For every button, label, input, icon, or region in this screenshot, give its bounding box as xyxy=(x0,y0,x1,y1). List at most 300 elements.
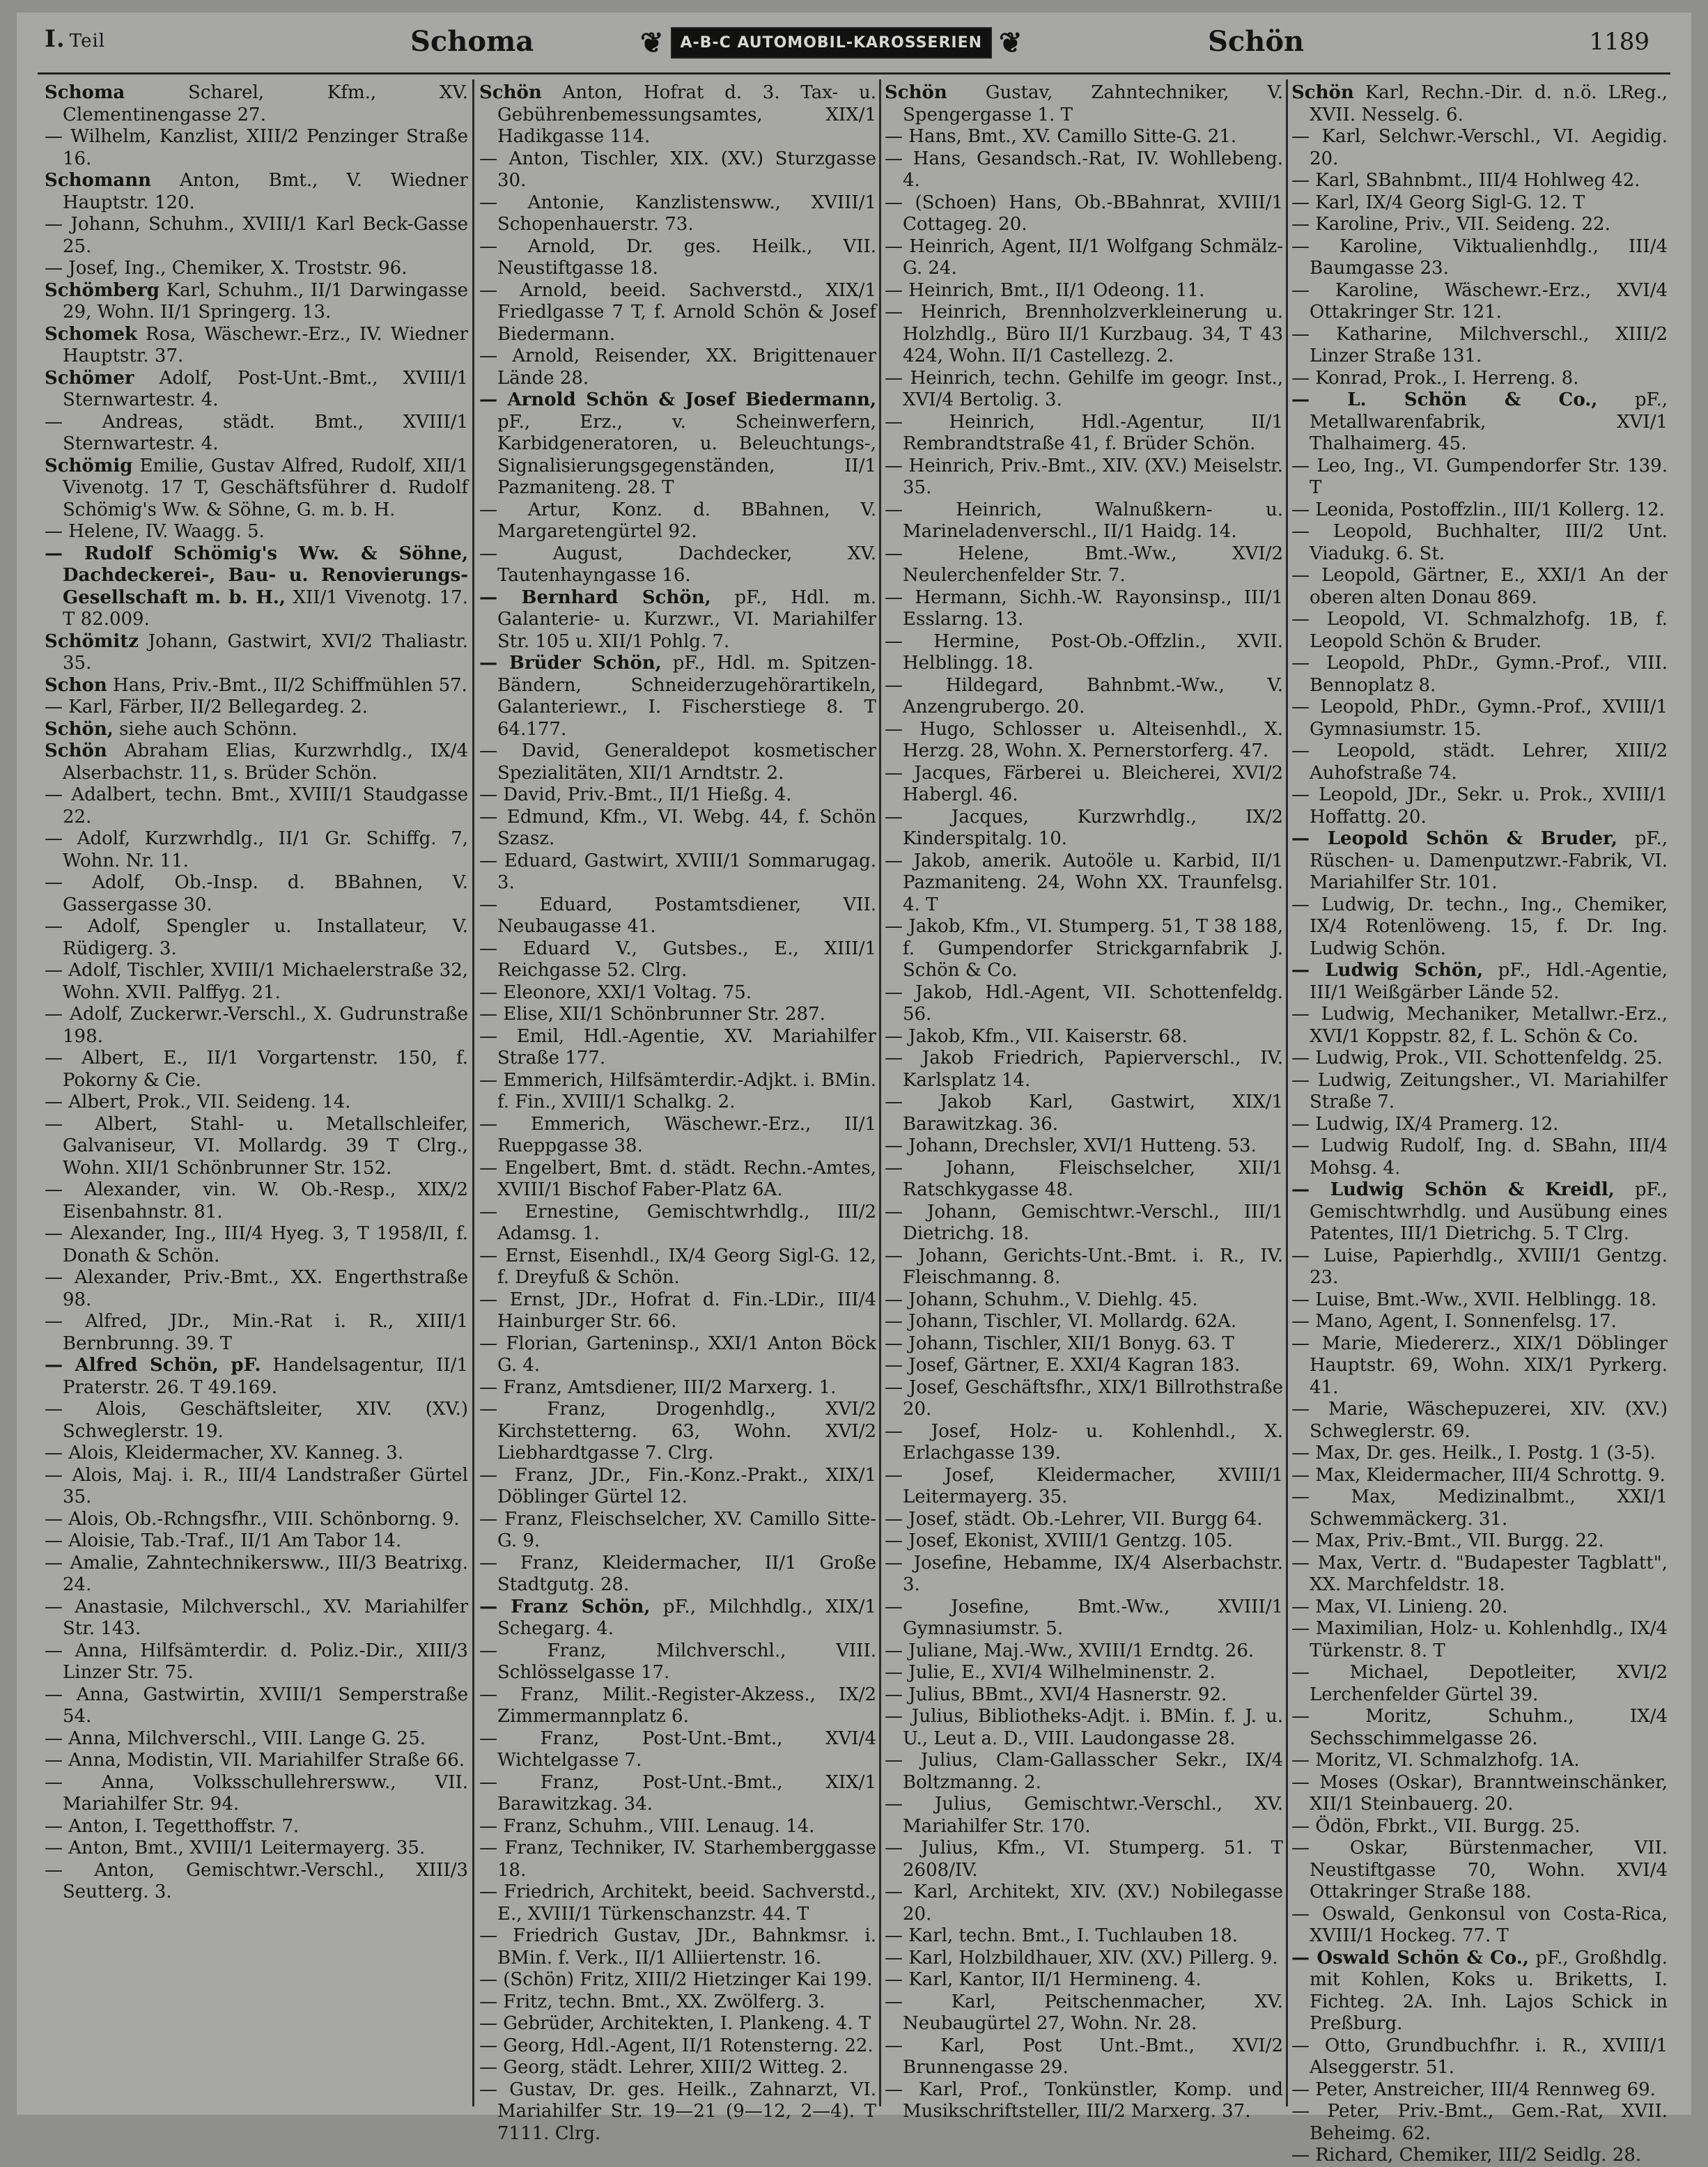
entry-details: — Edmund, Kfm., VI. Webg. 44, f. Schön Szasz. xyxy=(479,806,876,849)
directory-entry xyxy=(479,1202,876,1245)
entry-details: — David, Generaldepot kosmetischer Spezialitäten, XII/1 Arndtstr. 2. xyxy=(479,740,876,784)
entry-details: — Franz, Post-Unt.-Bmt., XVI/4 Wichtelgasse 7. xyxy=(479,1727,876,1771)
entry-details: — Hugo, Schlosser u. Alteisenhdl., X. Herzg. 28, Wohn. X. Pernerstorferg. 47. xyxy=(885,718,1283,761)
directory-entry xyxy=(1291,1004,1668,1048)
directory-entry xyxy=(885,1355,1283,1377)
directory-entry xyxy=(885,1597,1283,1640)
directory-entry xyxy=(885,236,1283,280)
directory-entry xyxy=(479,345,876,389)
entry-details: pF., Rüschen- u. Damenputzwr.-Fabrik, VI. Mariahilfer Str. 101. xyxy=(1310,828,1668,893)
entry-details: Gustav, Zahntechniker, V. Spengergasse 1. T xyxy=(903,82,1283,125)
directory-entry xyxy=(1291,1070,1668,1114)
entry-details: — Helene, IV. Waagg. 5. xyxy=(45,521,265,542)
entry-details: — Jacques, Kurzwrhdlg., IX/2 Kinderspitalg. 10. xyxy=(885,806,1283,849)
entry-details: Rosa, Wäschewr.-Erz., IV. Wiedner Hauptstr. 37. xyxy=(63,323,468,366)
directory-entry xyxy=(45,697,468,719)
entry-surname: — Bernhard Schön, xyxy=(479,587,711,608)
directory-entry xyxy=(45,456,468,522)
directory-entry xyxy=(45,1004,468,1048)
entry-details: — Anton, I. Tegetthoffstr. 7. xyxy=(45,1815,300,1837)
entry-details: — Helene, Bmt.-Ww., XVI/2 Neulerchenfelder Str. 7. xyxy=(885,543,1283,586)
entry-details: — Franz, Amtsdiener, III/2 Marxerg. 1. xyxy=(479,1376,837,1398)
entry-details: — Franz, JDr., Fin.-Konz.-Prakt., XIX/1 Döblinger Gürtel 12. xyxy=(479,1464,876,1507)
entry-details: — Adolf, Zuckerwr.-Verschl., X. Gudrunstraße 198. xyxy=(45,1004,468,1047)
entry-details: pF., Hdl.-Agentie, III/1 Weißgärber Lände 52. xyxy=(1310,960,1668,1003)
directory-entry xyxy=(885,1289,1283,1312)
directory-entry xyxy=(1291,389,1668,456)
directory-entry xyxy=(885,126,1283,148)
entry-surname: — Arnold Schön & Josef Biedermann, xyxy=(479,389,876,410)
entry-details: — Amalie, Zahntechnikersww., III/3 Beatrixg. 24. xyxy=(45,1552,468,1595)
entry-details: Scharel, Kfm., XV. Clementinengasse 27. xyxy=(63,82,468,125)
directory-entry xyxy=(479,1114,876,1158)
column-divider xyxy=(1286,79,1288,2106)
directory-entry xyxy=(1291,1465,1668,1487)
entry-surname: Schön xyxy=(885,82,947,103)
directory-entry xyxy=(45,1443,468,1465)
directory-entry xyxy=(1291,1948,1668,2035)
directory-entry xyxy=(1291,280,1668,324)
entry-surname: Schomek xyxy=(45,323,137,345)
entry-details: — Alois, Kleidermacher, XV. Kanneg. 3. xyxy=(45,1443,404,1463)
directory-entry xyxy=(45,324,468,368)
directory-entry xyxy=(45,1684,468,1728)
column-1 xyxy=(45,82,468,2102)
directory-entry xyxy=(479,1881,876,1925)
entry-surname: Schoma xyxy=(45,82,125,103)
directory-entry xyxy=(885,1421,1283,1465)
entry-details: — Anton, Bmt., XVIII/1 Leitermayerg. 35. xyxy=(45,1838,426,1858)
entry-details: — Max, VI. Linieng. 20. xyxy=(1291,1596,1508,1617)
entry-details: — Max, Dr. ges. Heilk., I. Postg. 1 (3-5). xyxy=(1291,1443,1656,1463)
directory-entry xyxy=(45,1114,468,1180)
entry-details: Karl, Schuhm., II/1 Darwingasse 29, Wohn. II/1 Springerg. 13. xyxy=(63,279,468,323)
entry-details: — Anton, Tischler, XIX. (XV.) Sturzgasse 30. xyxy=(479,148,876,191)
directory-entry xyxy=(885,148,1283,192)
entry-details: Handelsagentur, II/1 Praterstr. 26. T 49.169. xyxy=(63,1355,468,1398)
directory-entry xyxy=(885,1553,1283,1597)
directory-entry xyxy=(885,631,1283,675)
directory-entry xyxy=(479,2035,876,2058)
entry-surname: — Leopold Schön & Bruder, xyxy=(1291,828,1617,849)
entry-details: — Eduard, Gastwirt, XVIII/1 Sommarugag. 3. xyxy=(479,850,876,893)
directory-entry xyxy=(885,851,1283,917)
entry-details: — Leopold, Buchhalter, III/2 Unt. Viadukg. 6. St. xyxy=(1291,521,1668,564)
emblem-icon: ❦ xyxy=(999,26,1023,59)
entry-details: — Ludwig, Zeitungsher., VI. Mariahilfer Straße 7. xyxy=(1291,1069,1668,1112)
entry-details: — Karl, techn. Bmt., I. Tuchlauben 18. xyxy=(885,1925,1239,1946)
directory-entry xyxy=(885,1530,1283,1553)
volume-number: I. xyxy=(45,25,65,53)
directory-entry xyxy=(885,1684,1283,1707)
entry-details: Karl, Rechn.-Dir. d. n.ö. LReg., XVII. Nesselg. 6. xyxy=(1310,82,1668,125)
directory-entry xyxy=(1291,828,1668,894)
directory-entry xyxy=(45,1465,468,1509)
entry-details: Anton, Hofrat d. 3. Tax- u. Gebührenbemessungsamtes, XIX/1 Hadikgasse 114. xyxy=(497,82,876,147)
entry-surname: Schön xyxy=(479,82,542,103)
directory-entry xyxy=(885,587,1283,631)
directory-entry xyxy=(479,1289,876,1333)
entry-details: — Marie, Miedererz., XIX/1 Döblinger Hauptstr. 69, Wohn. XIX/1 Pyrkerg. 41. xyxy=(1291,1333,1668,1398)
entry-details: — Leonida, Postoffzlin., III/1 Kollerg. 12. xyxy=(1291,499,1665,520)
entry-details: — Karl, Post Unt.-Bmt., XVI/2 Brunnengasse 29. xyxy=(885,2035,1283,2078)
entry-details: — Alexander, vin. W. Ob.-Resp., XIX/2 Eisenbahnstr. 81. xyxy=(45,1179,468,1222)
volume-suffix: Teil xyxy=(69,31,106,52)
entry-details: — Josefine, Hebamme, IX/4 Alserbachstr. 3. xyxy=(885,1552,1283,1595)
entry-details: — Karoline, Wäschewr.-Erz., XVI/4 Ottakringer Str. 121. xyxy=(1291,279,1668,323)
directory-entry xyxy=(1291,565,1668,609)
directory-entry xyxy=(45,280,468,324)
entry-details: — Anna, Hilfsämterdir. d. Poliz.-Dir., XIII/3 Linzer Str. 75. xyxy=(45,1640,468,1683)
directory-entry xyxy=(885,543,1283,587)
right-guide-word: Schön xyxy=(1208,25,1305,58)
directory-entry xyxy=(1291,1443,1668,1465)
entry-details: — Hermann, Sichh.-W. Rayonsinsp., III/1 Esslarng. 13. xyxy=(885,587,1283,630)
directory-entry xyxy=(45,521,468,543)
entry-details: — Anna, Volksschullehrersww., VII. Mariahilfer Str. 94. xyxy=(45,1771,468,1815)
entry-surname: — Brüder Schön, xyxy=(479,653,662,674)
directory-entry xyxy=(1291,740,1668,784)
directory-entry xyxy=(479,1465,876,1509)
entry-details: — Leopold, PhDr., Gymn.-Prof., XVIII/1 Gymnasiumstr. 15. xyxy=(1291,697,1668,740)
entry-details: — Karl, Prof., Tonkünstler, Komp. und Musikschriftsteller, III/2 Marxerg. 37. xyxy=(885,2079,1283,2122)
directory-entry xyxy=(885,807,1283,851)
entry-details: — Adolf, Tischler, XVIII/1 Michaelerstraße 32, Wohn. XVII. Palffyg. 21. xyxy=(45,960,469,1003)
directory-entry xyxy=(479,587,876,653)
entry-details: — Adolf, Ob.-Insp. d. BBahnen, V. Gassergasse 30. xyxy=(45,872,468,915)
entry-details: — Juliane, Maj.-Ww., XVIII/1 Erndtg. 26. xyxy=(885,1640,1255,1661)
directory-entry xyxy=(885,368,1283,412)
directory-entry xyxy=(1291,1486,1668,1530)
directory-entry xyxy=(45,960,468,1004)
entry-details: — Karoline, Priv., VII. Seideng. 22. xyxy=(1291,214,1610,235)
entry-details: — David, Priv.-Bmt., II/1 Hießg. 4. xyxy=(479,784,792,805)
entry-details: pF., Milchhdlg., XIX/1 Schegarg. 4. xyxy=(497,1596,876,1639)
directory-page xyxy=(17,13,1691,2166)
entry-details: — Ludwig Rudolf, Ing. d. SBahn, III/4 Mohsg. 4. xyxy=(1291,1135,1668,1179)
directory-entry xyxy=(45,1179,468,1223)
directory-entry xyxy=(1291,1618,1668,1662)
directory-entry xyxy=(1291,1114,1668,1136)
directory-entry xyxy=(885,1135,1283,1158)
entry-details: — (Schoen) Hans, Ob.-BBahnrat, XVIII/1 Cottageg. 20. xyxy=(885,192,1283,235)
entry-details: siehe auch Schönn. xyxy=(113,718,297,740)
entry-details: — Julius, Kfm., VI. Stumperg. 51. T 2608/IV. xyxy=(885,1838,1283,1881)
directory-entry xyxy=(45,1838,468,1860)
entry-details: — Alois, Ob.-Rchngsfhr., VIII. Schönborng. 9. xyxy=(45,1508,460,1530)
directory-entry xyxy=(1291,368,1668,390)
entry-details: — Arnold, Dr. ges. Heilk., VII. Neustiftgasse 18. xyxy=(479,235,876,279)
volume-label xyxy=(45,25,105,53)
entry-details: — Max, Kleidermacher, III/4 Schrottg. 9. xyxy=(1291,1464,1666,1486)
entry-surname: Schömberg xyxy=(45,279,160,301)
directory-entry xyxy=(479,2079,876,2145)
entry-details: — Alois, Maj. i. R., III/4 Landstraßer Gürtel 35. xyxy=(45,1464,468,1507)
directory-entry xyxy=(885,412,1283,456)
entry-details: — August, Dachdecker, XV. Tautenhayngasse 16. xyxy=(479,543,876,586)
directory-entry xyxy=(45,916,468,960)
directory-entry xyxy=(885,1640,1283,1663)
entry-details: Adolf, Post-Unt.-Bmt., XVIII/1 Sternwartestr. 4. xyxy=(63,367,468,410)
directory-entry xyxy=(479,653,876,740)
entry-details: — Adolf, Spengler u. Installateur, V. Rüdigerg. 3. xyxy=(45,916,468,959)
column-3 xyxy=(885,82,1283,2122)
entry-details: — Karl, IX/4 Georg Sigl-G. 12. T xyxy=(1291,192,1585,213)
entry-details: — Leopold, VI. Schmalzhofg. 1B, f. Leopold Schön & Bruder. xyxy=(1291,609,1668,652)
entry-details: — (Schön) Fritz, XIII/2 Hietzinger Kai 199. xyxy=(479,1969,873,1990)
directory-entry xyxy=(479,1597,876,1640)
directory-entry xyxy=(45,1553,468,1597)
directory-entry xyxy=(885,1750,1283,1794)
entry-details: — Franz, Post-Unt.-Bmt., XIX/1 Barawitzkag. 34. xyxy=(479,1771,876,1815)
entry-details: — Jakob, Kfm., VII. Kaiserstr. 68. xyxy=(885,1025,1188,1047)
entry-details: — Heinrich, Hdl.-Agentur, II/1 Rembrandtstraße 41, f. Brüder Schön. xyxy=(885,411,1283,454)
directory-entry xyxy=(479,1377,876,1399)
directory-entry xyxy=(1291,456,1668,499)
entry-details: — Alfred, JDr., Min.-Rat i. R., XIII/1 Bernbrunng. 39. T xyxy=(45,1311,468,1354)
directory-entry xyxy=(45,784,468,828)
entry-details: — Michael, Depotleiter, XVI/2 Lerchenfelder Gürtel 39. xyxy=(1291,1662,1668,1705)
directory-entry xyxy=(885,1377,1283,1421)
entry-details: — Josef, Ing., Chemiker, X. Troststr. 96. xyxy=(45,258,407,279)
entry-details: — Adalbert, techn. Bmt., XVIII/1 Staudgasse 22. xyxy=(45,784,468,828)
directory-entry xyxy=(45,1728,468,1750)
directory-entry xyxy=(1291,2145,1668,2167)
directory-entry xyxy=(885,1881,1283,1925)
entry-details: — Max, Priv.-Bmt., VII. Burgg. 22. xyxy=(1291,1530,1604,1551)
entry-surname: Schön, xyxy=(45,718,114,740)
directory-entry xyxy=(479,740,876,784)
directory-entry xyxy=(479,1684,876,1728)
entry-details: — Josef, städt. Ob.-Lehrer, VII. Burgg 64. xyxy=(885,1508,1263,1530)
entry-details: — Karl, Kantor, II/1 Hermineng. 4. xyxy=(885,1969,1202,1990)
directory-entry xyxy=(885,1333,1283,1356)
directory-entry xyxy=(1291,784,1668,828)
directory-entry xyxy=(1291,2035,1668,2079)
entry-details: — Johann, Gerichts-Unt.-Bmt. i. R., IV. Fleischmanng. 8. xyxy=(885,1245,1283,1288)
entry-details: — Fritz, techn. Bmt., XX. Zwölferg. 3. xyxy=(479,1991,825,2012)
entry-details: — Richard, Chemiker, III/2 Seidlg. 28. xyxy=(1291,2145,1642,2166)
directory-entry xyxy=(479,2013,876,2035)
directory-entry xyxy=(45,740,468,784)
entry-surname: Schomann xyxy=(45,170,152,191)
entry-surname: Schömer xyxy=(45,367,134,389)
entry-details: — Luise, Papierhdlg., XVIII/1 Gentzg. 23. xyxy=(1291,1245,1668,1288)
directory-entry xyxy=(45,675,468,697)
entry-details: — Otto, Grundbuchfhr. i. R., XVIII/1 Alseggerstr. 51. xyxy=(1291,2035,1668,2078)
directory-entry xyxy=(1291,1750,1668,1772)
entry-details: — Jakob, amerik. Autoöle u. Karbid, II/1 Pazmaniteng. 24, Wohn XX. Traunfelsg. 4. T xyxy=(885,850,1283,915)
directory-entry xyxy=(885,1245,1283,1289)
entry-details: — Antonie, Kanzlistensww., XVIII/1 Schopenhauerstr. 73. xyxy=(479,192,876,235)
column-4 xyxy=(1291,82,1668,2166)
entry-details: — Franz, Kleidermacher, II/1 Große Stadtgutg. 28. xyxy=(479,1552,876,1595)
directory-entry xyxy=(45,719,468,741)
directory-entry xyxy=(479,499,876,543)
entry-details: — Emil, Hdl.-Agentie, XV. Mariahilfer Straße 177. xyxy=(479,1025,876,1069)
entry-details: — Leopold, JDr., Sekr. u. Prok., XVIII/1 Hoffattg. 20. xyxy=(1291,784,1668,828)
directory-entry xyxy=(479,1728,876,1772)
entry-details: — Heinrich, Agent, II/1 Wolfgang Schmälz-G. 24. xyxy=(885,235,1283,279)
entry-surname: — Franz Schön, xyxy=(479,1596,651,1617)
directory-entry xyxy=(1291,170,1668,192)
directory-entry xyxy=(45,1597,468,1640)
entry-details: pF., Erz., v. Scheinwerfern, Karbidgeneratoren, u. Beleuchtungs-, Signalisierungsgegenständen, II/1 Pazmaniteng. 28. T xyxy=(497,411,876,498)
directory-entry xyxy=(45,1355,468,1399)
directory-entry xyxy=(45,258,468,280)
directory-entry xyxy=(479,1158,876,1202)
directory-entry xyxy=(885,1509,1283,1531)
directory-entry xyxy=(479,1969,876,1991)
directory-entry xyxy=(479,1838,876,1881)
entry-details: — Johann, Schuhm., V. Diehlg. 45. xyxy=(885,1289,1198,1310)
entry-details: pF., Hdl. m. Galanterie- u. Kurzwr., VI. Mariahilfer Str. 105 u. XII/1 Pohlg. 7. xyxy=(497,587,876,652)
directory-entry xyxy=(885,1158,1283,1202)
directory-entry xyxy=(885,1092,1283,1135)
entry-details: — Ernestine, Gemischtwrhdlg., III/2 Adamsg. 1. xyxy=(479,1201,876,1244)
directory-entry xyxy=(479,1991,876,2014)
directory-entry xyxy=(45,170,468,214)
entry-details: — Leopold, städt. Lehrer, XIII/2 Auhofstraße 74. xyxy=(1291,740,1668,784)
directory-entry xyxy=(1291,1333,1668,1399)
entry-surname: — Alfred Schön, pF. xyxy=(45,1355,261,1376)
directory-entry xyxy=(479,1245,876,1289)
directory-entry xyxy=(1291,960,1668,1004)
entry-details: — Anton, Gemischtwr.-Verschl., XIII/3 Seutterg. 3. xyxy=(45,1859,468,1902)
entry-details: — Johann, Drechsler, XVI/1 Hutteng. 53. xyxy=(885,1135,1257,1156)
advertisement-banner xyxy=(640,22,1086,63)
entry-details: — Georg, Hdl.-Agent, II/1 Rotensterng. 22. xyxy=(479,2035,874,2056)
entry-details: — Peter, Priv.-Bmt., Gem.-Rat, XVII. Beheimg. 62. xyxy=(1291,2101,1668,2144)
directory-entry xyxy=(1291,1289,1668,1312)
directory-entry xyxy=(45,1092,468,1114)
entry-details: — Franz, Schuhm., VIII. Lenaug. 14. xyxy=(479,1815,815,1837)
directory-entry xyxy=(1291,1838,1668,1904)
directory-entry xyxy=(45,214,468,258)
directory-entry xyxy=(885,1706,1283,1750)
entry-details: — Karl, SBahnbmt., III/4 Hohlweg 42. xyxy=(1291,170,1640,191)
entry-details: — Johann, Tischler, XII/1 Bonyg. 63. T xyxy=(885,1333,1234,1354)
entry-details: — Ödön, Fbrkt., VII. Burgg. 25. xyxy=(1291,1815,1581,1837)
entry-details: pF., Hdl. m. Spitzen-Bändern, Schneiderzugehörartikeln, Galanteriewr., I. Fischerstiege 8. T 64.177. xyxy=(497,653,876,740)
column-2 xyxy=(479,82,876,2144)
entry-details: — Georg, städt. Lehrer, XIII/2 Witteg. 2. xyxy=(479,2057,848,2078)
directory-entry xyxy=(479,894,876,938)
entry-details: — Maximilian, Holz- u. Kohlenhdlg., IX/4 Türkenstr. 8. T xyxy=(1291,1618,1668,1661)
directory-entry xyxy=(1291,1530,1668,1553)
directory-entry xyxy=(885,280,1283,302)
directory-entry xyxy=(479,389,876,499)
entry-details: — Mano, Agent, I. Sonnenfelsg. 17. xyxy=(1291,1311,1617,1332)
directory-entry xyxy=(1291,2079,1668,2102)
entry-details: pF., Großhdlg. mit Kohlen, Koks u. Briketts, I. Fichteg. 2A. Inh. Lajos Schick in Preßburg. xyxy=(1310,1947,1668,2034)
entry-details: — Adolf, Kurzwrhdlg., II/1 Gr. Schiffg. 7, Wohn. Nr. 11. xyxy=(45,828,468,871)
directory-entry xyxy=(1291,609,1668,653)
entry-details: — Friedrich, Architekt, beeid. Sachverstd., E., XVIII/1 Türkenschanzstr. 44. T xyxy=(479,1881,876,1925)
entry-details: — Jacques, Färberei u. Bleicherei, XVI/2 Habergl. 46. xyxy=(885,762,1283,805)
directory-entry xyxy=(1291,236,1668,280)
entry-details: — Eduard, Postamtsdiener, VII. Neubaugasse 41. xyxy=(479,894,876,937)
entry-details: Anton, Bmt., V. Wiedner Hauptstr. 120. xyxy=(63,170,468,213)
directory-entry xyxy=(885,1991,1283,2035)
entry-details: — Friedrich Gustav, JDr., Bahnkmsr. i. BMin. f. Verk., II/1 Alliiertenstr. 16. xyxy=(479,1925,876,1968)
entry-details: — Julius, Bibliotheks-Adjt. i. BMin. f. J. u. U., Leut a. D., VIII. Laudongasse 28. xyxy=(885,1706,1283,1749)
entry-surname: — L. Schön & Co., xyxy=(1291,389,1598,410)
entry-details: — Luise, Bmt.-Ww., XVII. Helblingg. 18. xyxy=(1291,1289,1657,1310)
entry-details: — Marie, Wäschepuzerei, XIV. (XV.) Schweglerstr. 69. xyxy=(1291,1399,1668,1442)
directory-entry xyxy=(45,1640,468,1684)
entry-surname: — Oswald Schön & Co., xyxy=(1291,1947,1529,1968)
header-rule xyxy=(38,72,1670,75)
directory-entry xyxy=(45,1311,468,1355)
entry-details: — Ludwig, Prok., VII. Schottenfeldg. 25. xyxy=(1291,1048,1663,1069)
entry-details: — Josef, Geschäftsfhr., XIX/1 Billrothstraße 20. xyxy=(885,1376,1283,1420)
entry-details: — Anna, Gastwirtin, XVIII/1 Semperstraße 54. xyxy=(45,1684,468,1727)
entry-details: — Arnold, Reisender, XX. Brigittenauer Lände 28. xyxy=(479,345,876,389)
entry-surname: Schön xyxy=(1291,82,1354,103)
directory-entry xyxy=(479,236,876,280)
entry-details: — Max, Medizinalbmt., XXI/1 Schwemmäckerg. 31. xyxy=(1291,1486,1668,1530)
directory-entry xyxy=(885,499,1283,543)
entry-details: — Josef, Ekonist, XVIII/1 Gentzg. 105. xyxy=(885,1530,1233,1551)
entry-details: — Leopold, PhDr., Gymn.-Prof., VIII. Bennoplatz 8. xyxy=(1291,653,1668,696)
directory-entry xyxy=(885,1925,1283,1948)
directory-entry xyxy=(1291,521,1668,565)
entry-details: — Peter, Anstreicher, III/4 Rennweg 69. xyxy=(1291,2079,1656,2100)
entry-surname: — Ludwig Schön, xyxy=(1291,960,1484,981)
directory-entry xyxy=(45,368,468,412)
entry-details: — Jakob Karl, Gastwirt, XIX/1 Barawitzkag. 36. xyxy=(885,1092,1283,1135)
directory-entry xyxy=(45,828,468,872)
entry-details: — Heinrich, Priv.-Bmt., XIV. (XV.) Meiselstr. 35. xyxy=(885,455,1283,498)
entry-details: — Julius, BBmt., XVI/4 Hasnerstr. 92. xyxy=(885,1684,1227,1705)
entry-details: — Ernst, JDr., Hofrat d. Fin.-LDir., III/4 Hainburger Str. 66. xyxy=(479,1289,876,1332)
entry-details: — Moses (Oskar), Branntweinschänker, XII/1 Steinbauerg. 20. xyxy=(1291,1771,1668,1815)
entry-surname: Schön xyxy=(45,740,107,761)
directory-entry xyxy=(45,1048,468,1092)
entry-details: — Hans, Bmt., XV. Camillo Sitte-G. 21. xyxy=(885,126,1237,147)
directory-entry xyxy=(45,1223,468,1267)
directory-entry xyxy=(1291,499,1668,522)
directory-entry xyxy=(45,872,468,916)
banner-text: A-B-C AUTOMOBIL-KAROSSERIEN xyxy=(671,27,993,59)
entry-details: — Engelbert, Bmt. d. städt. Rechn.-Amtes, XVIII/1 Bischof Faber-Platz 6A. xyxy=(479,1157,876,1200)
directory-entry xyxy=(1291,1553,1668,1597)
entry-details: — Leo, Ing., VI. Gumpendorfer Str. 139. T xyxy=(1291,455,1668,498)
entry-details: — Ludwig, Dr. techn., Ing., Chemiker, IX/4 Rotenlöweng. 15, f. Dr. Ing. Ludwig Schön. xyxy=(1291,894,1668,959)
directory-entry xyxy=(479,1026,876,1070)
entry-details: — Franz, Drogenhdlg., XVI/2 Kirchstetterng. 63, Wohn. XVI/2 Liebhardtgasse 7. Clrg. xyxy=(479,1399,876,1463)
entry-details: — Johann, Tischler, VI. Mollardg. 62A. xyxy=(885,1311,1237,1332)
entry-details: — Josef, Holz- u. Kohlenhdl., X. Erlachgasse 139. xyxy=(885,1420,1283,1463)
directory-entry xyxy=(1291,324,1668,368)
entry-details: — Jakob, Kfm., VI. Stumperg. 51, T 38 188, f. Gumpendorfer Strickgarnfabrik J. Schön & Co. xyxy=(885,916,1283,981)
directory-entry xyxy=(885,2035,1283,2079)
entry-details: — Heinrich, techn. Gehilfe im geogr. Inst., XVI/4 Bertolig. 3. xyxy=(885,367,1283,410)
directory-entry xyxy=(885,1948,1283,1970)
entry-details: — Julius, Clam-Gallasscher Sekr., IX/4 Boltzmanng. 2. xyxy=(885,1750,1283,1793)
entry-details: — Johann, Fleischselcher, XII/1 Ratschkygasse 48. xyxy=(885,1157,1283,1200)
entry-details: — Franz, Techniker, IV. Starhemberggasse 18. xyxy=(479,1838,876,1881)
directory-entry xyxy=(479,784,876,807)
directory-entry xyxy=(45,1860,468,1904)
entry-details: — Elise, XII/1 Schönbrunner Str. 287. xyxy=(479,1004,825,1025)
directory-entry xyxy=(1291,214,1668,236)
entry-details: — Albert, Stahl- u. Metallschleifer, Galvaniseur, VI. Mollardg. 39 T Clrg., Wohn. XII/1 Schönbrunner Str. 152. xyxy=(45,1113,468,1179)
directory-entry xyxy=(1291,1135,1668,1179)
directory-entry xyxy=(45,126,468,170)
entry-details: — Julie, E., XVI/4 Wilhelminenstr. 2. xyxy=(885,1662,1216,1683)
